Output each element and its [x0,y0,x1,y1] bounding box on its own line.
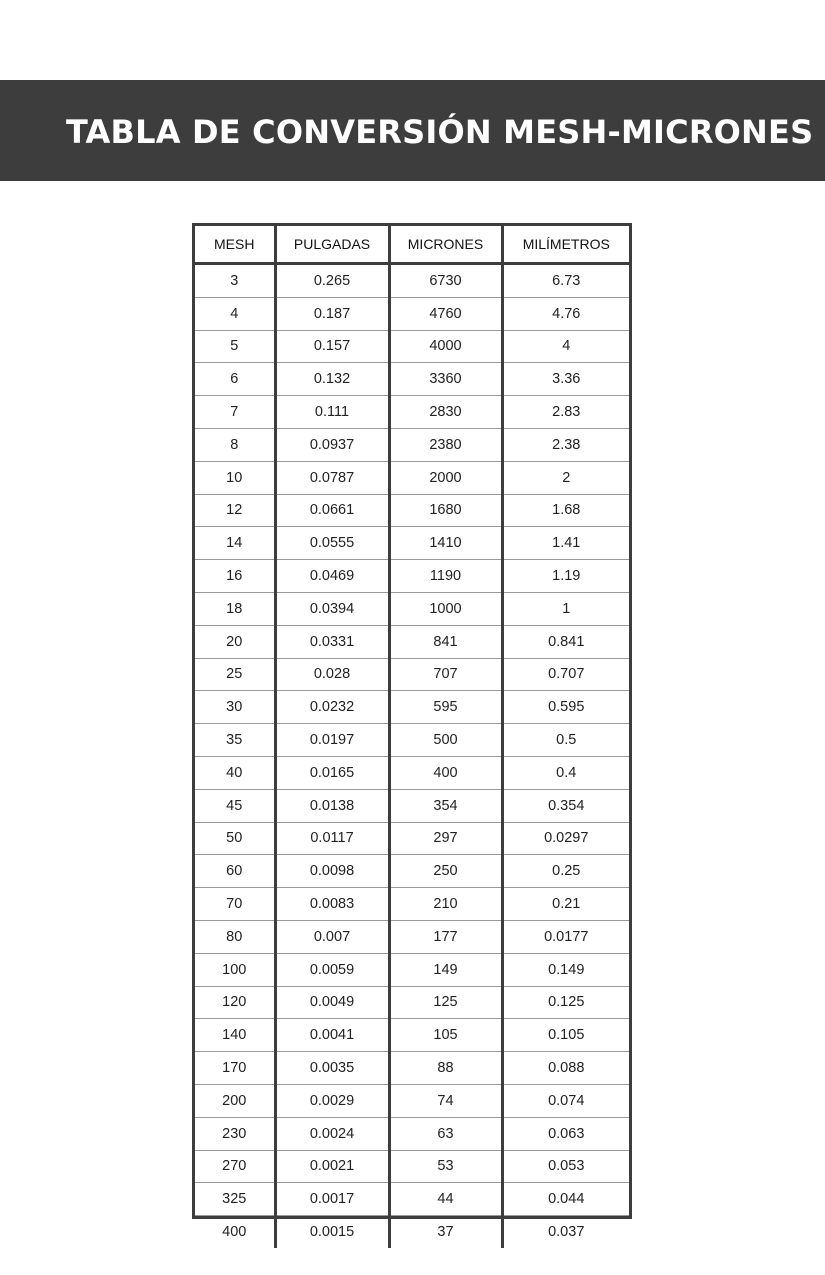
table-row [195,527,629,560]
cell-milimetros: 2.38 [502,428,629,461]
cell-mesh: 6 [195,363,275,396]
cell-mesh: 25 [195,658,275,691]
cell-micrones: 1000 [389,592,502,625]
cell-micrones: 354 [389,789,502,822]
cell-pulgadas: 0.0015 [275,1216,389,1248]
cell-mesh: 10 [195,461,275,494]
table-row [195,1150,629,1183]
table-row [195,920,629,953]
cell-milimetros: 4 [502,330,629,363]
cell-micrones: 1410 [389,527,502,560]
cell-micrones: 841 [389,625,502,658]
cell-pulgadas: 0.0021 [275,1150,389,1183]
cell-mesh: 140 [195,1019,275,1052]
cell-mesh: 45 [195,789,275,822]
table-row [195,1019,629,1052]
cell-mesh: 270 [195,1150,275,1183]
cell-micrones: 4760 [389,297,502,330]
cell-pulgadas: 0.265 [275,264,389,298]
table-row [195,560,629,593]
cell-micrones: 250 [389,855,502,888]
cell-milimetros: 0.4 [502,756,629,789]
cell-pulgadas: 0.0035 [275,1052,389,1085]
cell-mesh: 50 [195,822,275,855]
cell-micrones: 125 [389,986,502,1019]
cell-milimetros: 0.25 [502,855,629,888]
cell-milimetros: 0.354 [502,789,629,822]
cell-micrones: 149 [389,953,502,986]
cell-mesh: 14 [195,527,275,560]
cell-milimetros: 1.19 [502,560,629,593]
cell-milimetros: 0.21 [502,888,629,921]
cell-pulgadas: 0.0029 [275,1084,389,1117]
cell-milimetros: 6.73 [502,264,629,298]
table-row [195,953,629,986]
cell-mesh: 200 [195,1084,275,1117]
cell-pulgadas: 0.0232 [275,691,389,724]
cell-micrones: 2830 [389,396,502,429]
cell-milimetros: 0.149 [502,953,629,986]
cell-milimetros: 0.595 [502,691,629,724]
conversion-table [195,226,629,1248]
page-title: TABLA DE CONVERSIÓN MESH-MICRONES [66,113,814,151]
table-row [195,330,629,363]
cell-micrones: 2000 [389,461,502,494]
cell-milimetros: 0.053 [502,1150,629,1183]
table-row [195,691,629,724]
cell-micrones: 3360 [389,363,502,396]
cell-milimetros: 0.0297 [502,822,629,855]
cell-pulgadas: 0.0469 [275,560,389,593]
cell-mesh: 5 [195,330,275,363]
cell-pulgadas: 0.0331 [275,625,389,658]
table-row [195,1117,629,1150]
table-row [195,1084,629,1117]
cell-micrones: 595 [389,691,502,724]
table-row [195,724,629,757]
table-row [195,658,629,691]
cell-micrones: 2380 [389,428,502,461]
cell-micrones: 177 [389,920,502,953]
table-row [195,986,629,1019]
cell-pulgadas: 0.187 [275,297,389,330]
cell-micrones: 63 [389,1117,502,1150]
cell-milimetros: 3.36 [502,363,629,396]
cell-pulgadas: 0.028 [275,658,389,691]
cell-pulgadas: 0.0555 [275,527,389,560]
header-milimetros: MILÍMETROS [502,226,629,264]
cell-milimetros: 0.044 [502,1183,629,1216]
cell-milimetros: 4.76 [502,297,629,330]
cell-mesh: 120 [195,986,275,1019]
cell-mesh: 8 [195,428,275,461]
cell-mesh: 4 [195,297,275,330]
cell-mesh: 325 [195,1183,275,1216]
table-row [195,1216,629,1248]
cell-mesh: 18 [195,592,275,625]
cell-micrones: 105 [389,1019,502,1052]
cell-milimetros: 0.5 [502,724,629,757]
cell-micrones: 37 [389,1216,502,1248]
cell-milimetros: 1.41 [502,527,629,560]
cell-milimetros: 0.074 [502,1084,629,1117]
header-pulgadas: PULGADAS [275,226,389,264]
table-row [195,297,629,330]
cell-milimetros: 0.841 [502,625,629,658]
cell-mesh: 30 [195,691,275,724]
cell-pulgadas: 0.0083 [275,888,389,921]
table-header-row [195,226,629,264]
cell-pulgadas: 0.0049 [275,986,389,1019]
cell-mesh: 400 [195,1216,275,1248]
cell-milimetros: 2 [502,461,629,494]
table-row [195,1052,629,1085]
cell-mesh: 100 [195,953,275,986]
cell-micrones: 500 [389,724,502,757]
cell-milimetros: 2.83 [502,396,629,429]
cell-milimetros: 0.088 [502,1052,629,1085]
table-row [195,789,629,822]
cell-pulgadas: 0.0117 [275,822,389,855]
cell-milimetros: 0.037 [502,1216,629,1248]
cell-micrones: 88 [389,1052,502,1085]
table-row [195,592,629,625]
table-row [195,855,629,888]
conversion-table-frame [192,223,632,1240]
cell-pulgadas: 0.132 [275,363,389,396]
cell-milimetros: 0.125 [502,986,629,1019]
cell-mesh: 35 [195,724,275,757]
cell-mesh: 80 [195,920,275,953]
cell-pulgadas: 0.0787 [275,461,389,494]
cell-milimetros: 1 [502,592,629,625]
cell-pulgadas: 0.0017 [275,1183,389,1216]
cell-pulgadas: 0.0661 [275,494,389,527]
cell-mesh: 7 [195,396,275,429]
header-mesh: MESH [195,226,275,264]
cell-mesh: 3 [230,272,239,289]
cell-micrones: 1190 [389,560,502,593]
cell-mesh: 40 [195,756,275,789]
table-body [195,264,629,1248]
table-row [195,264,629,298]
cell-pulgadas: 0.0937 [275,428,389,461]
cell-micrones: 53 [389,1150,502,1183]
cell-pulgadas: 0.0059 [275,953,389,986]
cell-pulgadas: 0.111 [275,396,389,429]
cell-micrones: 4000 [389,330,502,363]
table-row [195,756,629,789]
cell-pulgadas: 0.007 [275,920,389,953]
cell-micrones: 74 [389,1084,502,1117]
cell-milimetros: 0.707 [502,658,629,691]
table-row [195,494,629,527]
cell-mesh: 60 [195,855,275,888]
table-row [195,822,629,855]
cell-milimetros: 1.68 [502,494,629,527]
cell-micrones: 44 [389,1183,502,1216]
table-row [195,363,629,396]
cell-micrones: 707 [389,658,502,691]
cell-milimetros: 0.063 [502,1117,629,1150]
cell-milimetros: 0.105 [502,1019,629,1052]
cell-micrones: 1680 [389,494,502,527]
cell-pulgadas: 0.0041 [275,1019,389,1052]
cell-pulgadas: 0.0024 [275,1117,389,1150]
cell-mesh: 230 [195,1117,275,1150]
cell-mesh: 70 [195,888,275,921]
table-row [195,888,629,921]
cell-mesh: 20 [195,625,275,658]
cell-micrones: 400 [389,756,502,789]
table-row [195,428,629,461]
table-row [195,625,629,658]
header-micrones: MICRONES [389,226,502,264]
table-row [195,461,629,494]
cell-pulgadas: 0.0098 [275,855,389,888]
cell-pulgadas: 0.157 [275,330,389,363]
cell-mesh: 170 [195,1052,275,1085]
cell-pulgadas: 0.0138 [275,789,389,822]
cell-mesh: 12 [195,494,275,527]
cell-pulgadas: 0.0394 [275,592,389,625]
cell-pulgadas: 0.0197 [275,724,389,757]
cell-mesh: 16 [195,560,275,593]
table-row [195,396,629,429]
cell-micrones: 6730 [389,264,502,298]
cell-micrones: 210 [389,888,502,921]
cell-micrones: 297 [389,822,502,855]
cell-milimetros: 0.0177 [502,920,629,953]
table-row [195,1183,629,1216]
cell-pulgadas: 0.0165 [275,756,389,789]
